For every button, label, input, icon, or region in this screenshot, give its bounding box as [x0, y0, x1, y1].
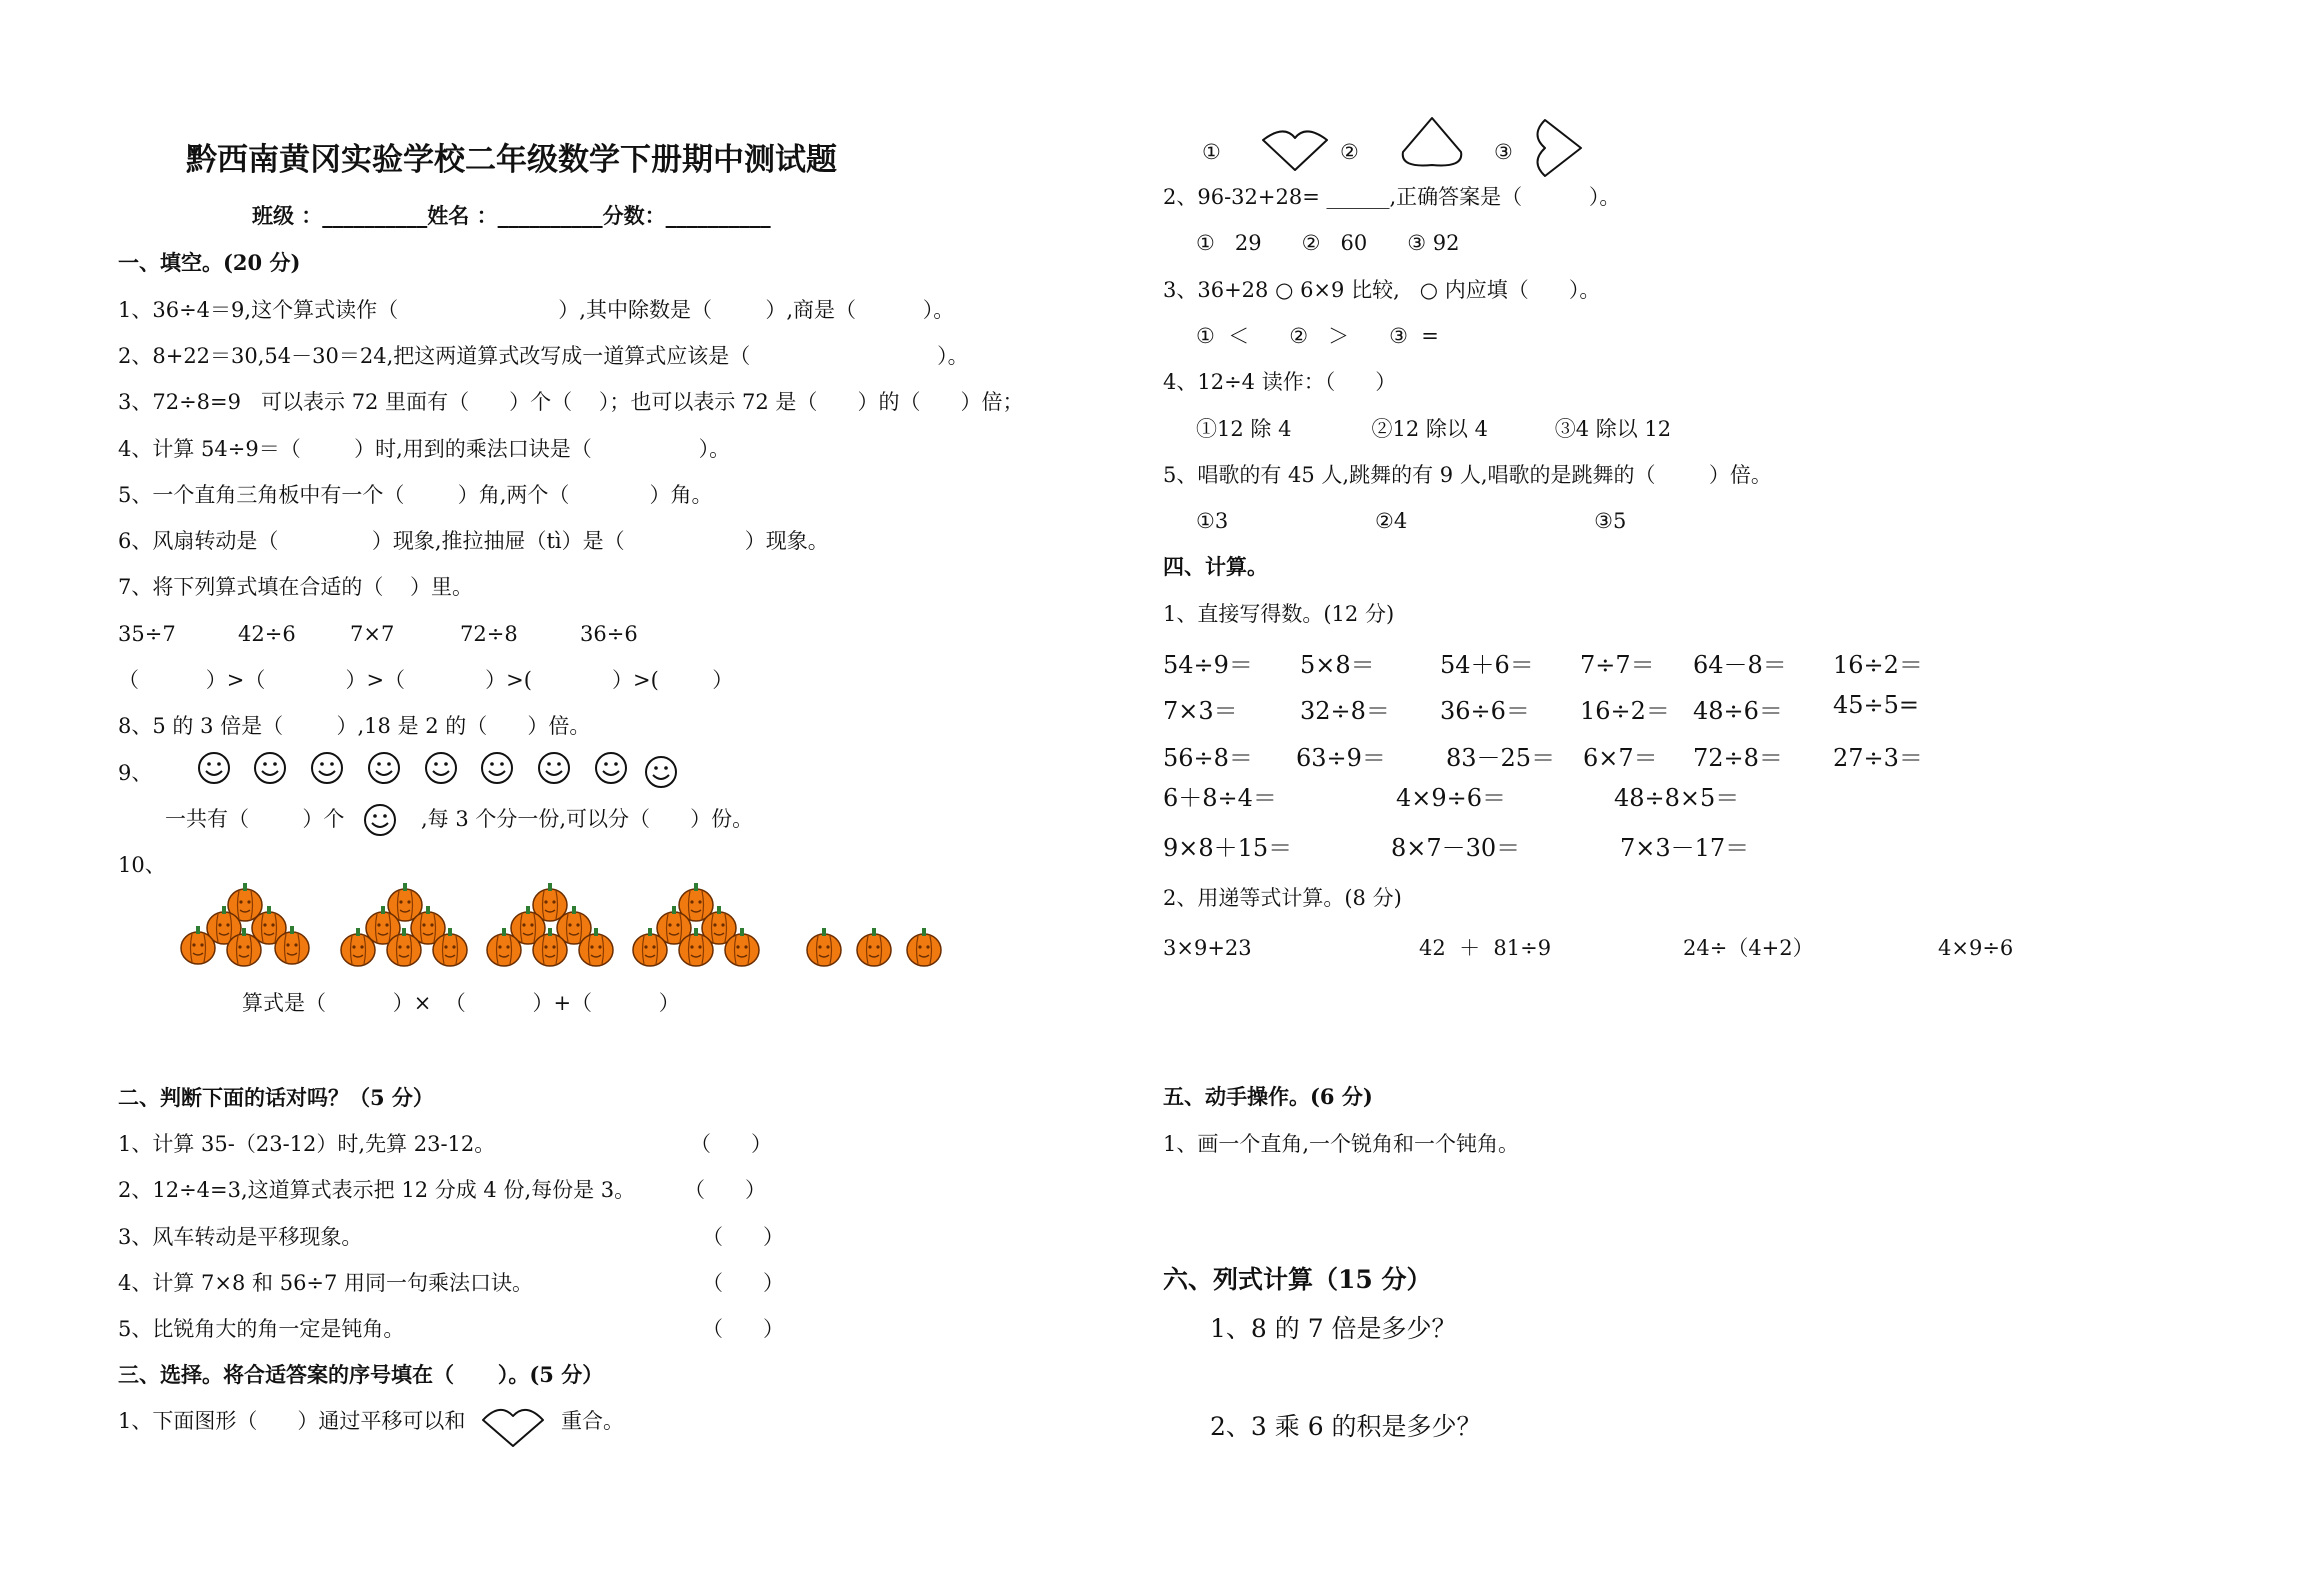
judge-mark[interactable]: （ ）	[702, 1271, 785, 1295]
calc-item: 7÷7＝	[1580, 651, 1655, 679]
fill-q9-line-b: ,每 3 个分一份,可以分（ ）份。	[421, 807, 754, 831]
calc-mixed-item: 4×9÷6＝	[1396, 784, 1507, 812]
fill-q4: 4、计算 54÷9＝（ ）时,用到的乘法口诀是（ ）。	[118, 437, 731, 461]
fill-q10-number: 10、	[118, 853, 166, 877]
q7-item: 7×7	[350, 622, 395, 646]
heart-down-icon	[1263, 131, 1327, 170]
section-4-heading: 四、计算。	[1163, 554, 1268, 579]
choice-q2: 2、96-32+28= ______,正确答案是（ ）。	[1163, 185, 1621, 209]
judge-mark[interactable]: （ ）	[690, 1132, 773, 1156]
calc-mixed-item: 6＋8÷4＝	[1163, 784, 1277, 812]
choice-q1-option-1: ①	[1202, 140, 1221, 164]
fill-q6: 6、风扇转动是（ ）现象,推拉抽屉（tì）是（ ）现象。	[118, 529, 829, 553]
q7-item: 42÷6	[238, 622, 296, 646]
calc-sub1: 1、直接写得数。(12 分)	[1163, 602, 1395, 626]
calc-item: 16÷2＝	[1833, 651, 1923, 679]
fill-q9-line-a: 一共有（ ）个	[165, 807, 345, 831]
calc-mixed-item: 48÷8×5＝	[1614, 784, 1740, 812]
judge-mark[interactable]: （ ）	[702, 1225, 785, 1249]
heart-up-icon	[1403, 118, 1462, 165]
header-fields[interactable]: 班级 ：__________姓名 ：__________分数：__________	[252, 203, 771, 228]
fill-q7: 7、将下列算式填在合适的（ ）里。	[118, 575, 474, 599]
calc-item: 45÷5=	[1833, 691, 1920, 719]
section-1-heading: 一、填空。(20 分)	[118, 250, 301, 275]
fill-q10-line: 算式是（ ）× （ ）+（ ）	[242, 991, 680, 1015]
judge-item: 5、比锐角大的角一定是钝角。	[118, 1317, 405, 1341]
q7-item: 36÷6	[580, 622, 638, 646]
fill-q3: 3、72÷8=9 可以表示 72 里面有（ ）个（ ）；也可以表示 72 是（ ）的（ ）倍；	[118, 390, 1024, 414]
choice-q1-b: 重合。	[561, 1409, 624, 1433]
calc-item: 32÷8＝	[1300, 697, 1390, 725]
step-calc-item: 4×9÷6	[1938, 936, 2014, 960]
choice-q3: 3、36+28 ○ 6×9 比较, ○ 内应填（ ）。	[1163, 278, 1601, 302]
fill-q5: 5、一个直角三角板中有一个（ ）角,两个（ ）角。	[118, 483, 713, 507]
fill-q9-number: 9、	[118, 761, 153, 785]
calc-item: 27÷3＝	[1833, 744, 1923, 772]
calc-sub2: 2、用递等式计算。(8 分)	[1163, 886, 1402, 910]
judge-mark[interactable]: （ ）	[702, 1317, 785, 1341]
step-calc-item: 42 ＋ 81÷9	[1419, 936, 1552, 960]
judge-item: 1、计算 35-（23-12）时,先算 23-12。	[118, 1132, 496, 1156]
judge-mark[interactable]: （ ）	[684, 1178, 767, 1202]
page-title: 黔西南黄冈实验学校二年级数学下册期中测试题	[186, 142, 837, 178]
calc-item: 83－25＝	[1446, 744, 1556, 772]
q7-item: 72÷8	[460, 622, 518, 646]
step-calc-item: 24÷（4+2）	[1683, 936, 1814, 960]
choice-q1-option-2: ②	[1340, 140, 1359, 164]
choice-q4: 4、12÷4 读作：（ ）	[1163, 370, 1397, 394]
judge-item: 4、计算 7×8 和 56÷7 用同一句乘法口诀。	[118, 1271, 534, 1295]
step-calc-item: 3×9+23	[1163, 936, 1252, 960]
calc-mixed-item: 7×3－17＝	[1620, 834, 1750, 862]
calc-item: 7×3＝	[1163, 697, 1238, 725]
calc-item: 54＋6＝	[1440, 651, 1534, 679]
calc-item: 54÷9＝	[1163, 651, 1253, 679]
calc-item: 64－8＝	[1693, 651, 1787, 679]
calc-item: 36÷6＝	[1440, 697, 1530, 725]
calc-item: 63÷9＝	[1296, 744, 1386, 772]
calc-mixed-item: 8×7－30＝	[1391, 834, 1521, 862]
calc-item: 16÷2＝	[1580, 697, 1670, 725]
choice-q3-options: ① ＜ ② ＞ ③ =	[1196, 324, 1439, 348]
choice-q1-option-3: ③	[1494, 140, 1513, 164]
judge-item: 3、风车转动是平移现象。	[118, 1225, 363, 1249]
calc-item: 56÷8＝	[1163, 744, 1253, 772]
section-6-heading: 六、列式计算（15 分）	[1163, 1265, 1432, 1294]
q7-blanks: （ ）>（ ）>（ ）>( ）>( ）	[118, 668, 734, 692]
q7-item: 35÷7	[118, 622, 176, 646]
choice-q2-options: ① 29 ② 60 ③ 92	[1196, 231, 1460, 255]
choice-q5-options: ①3 ②4 ③5	[1196, 509, 1627, 533]
heart-side-icon	[1538, 120, 1582, 176]
word-problem-q1: 1、8 的 7 倍是多少？	[1210, 1314, 1457, 1343]
section-5-heading: 五、动手操作。(6 分)	[1163, 1084, 1373, 1109]
choice-q4-options: ①12 除 4 ②12 除以 4 ③4 除以 12	[1196, 417, 1672, 441]
choice-q5: 5、唱歌的有 45 人,跳舞的有 9 人,唱歌的是跳舞的（ ）倍。	[1163, 463, 1772, 487]
hands-on-q1: 1、画一个直角,一个锐角和一个钝角。	[1163, 1132, 1520, 1156]
calc-item: 48÷6＝	[1693, 697, 1783, 725]
choice-q1-a: 1、下面图形（ ）通过平移可以和	[118, 1409, 466, 1433]
section-3-heading: 三、选择。将合适答案的序号填在（ ）。(5 分）	[118, 1362, 604, 1387]
fill-q1: 1、36÷4＝9,这个算式读作（ ）,其中除数是（ ）,商是（ ）。	[118, 298, 955, 322]
fill-q8: 8、5 的 3 倍是（ ）,18 是 2 的（ ）倍。	[118, 714, 591, 738]
word-problem-q2: 2、3 乘 6 的积是多少？	[1210, 1412, 1482, 1441]
calc-mixed-item: 9×8＋15＝	[1163, 834, 1293, 862]
calc-item: 5×8＝	[1300, 651, 1375, 679]
calc-item: 72÷8＝	[1693, 744, 1783, 772]
section-2-heading: 二、判断下面的话对吗？（5 分）	[118, 1085, 434, 1110]
judge-item: 2、12÷4=3,这道算式表示把 12 分成 4 份,每份是 3。	[118, 1178, 636, 1202]
calc-item: 6×7＝	[1583, 744, 1658, 772]
fill-q2: 2、8+22＝30,54－30＝24,把这两道算式改写成一道算式应该是（ ）。	[118, 344, 969, 368]
